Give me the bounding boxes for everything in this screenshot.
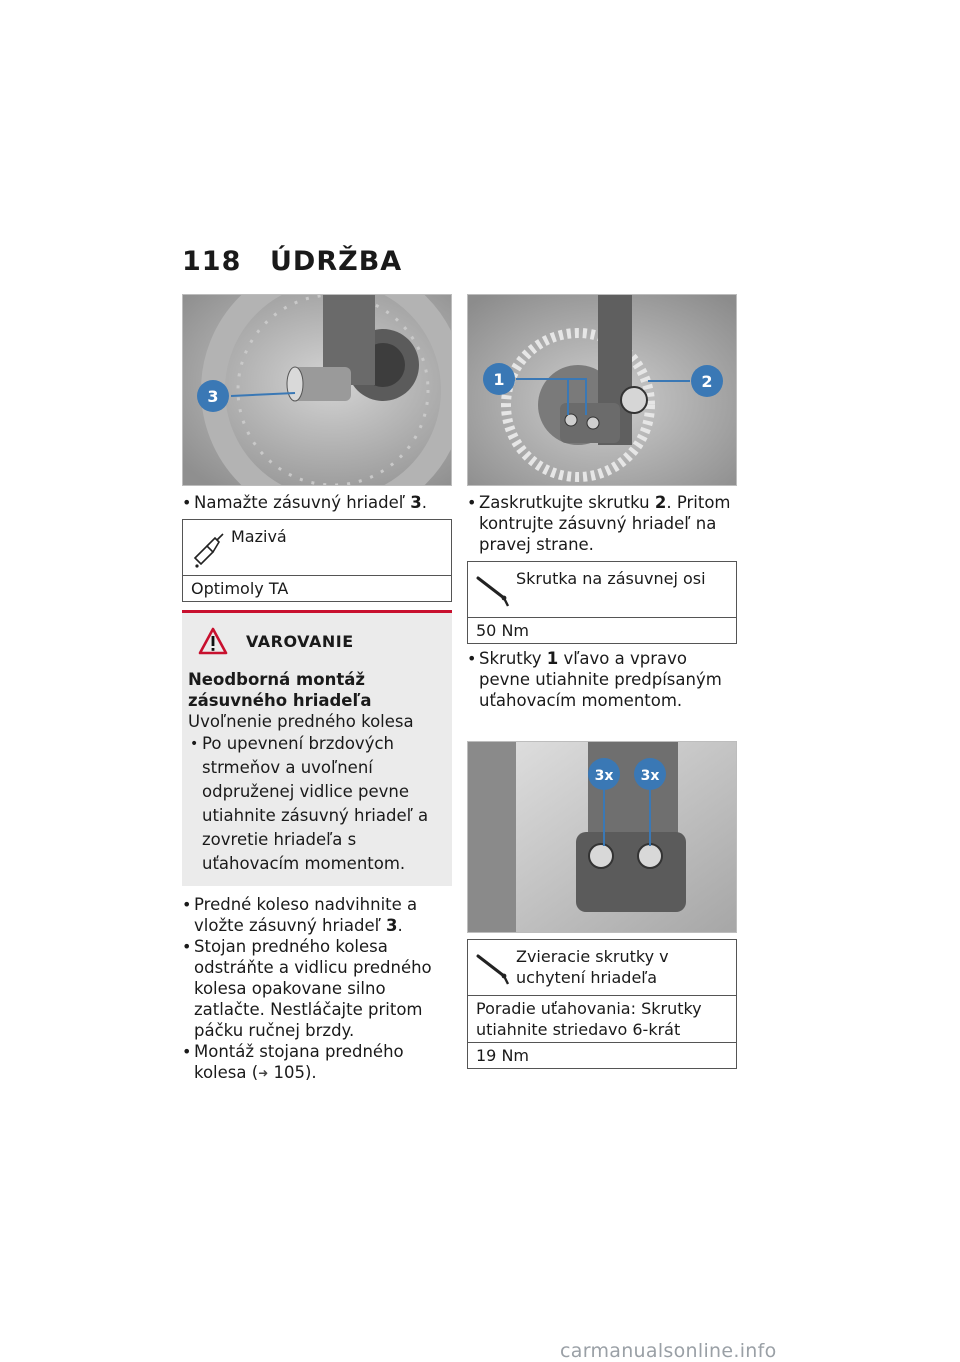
torque-value-clamp: 19 Nm <box>476 1046 529 1065</box>
step-lubricate: • Namažte zásuvný hriadeľ 3. <box>182 492 452 513</box>
torque-wrench-icon <box>474 948 512 988</box>
warning-instruction: • Po upevnení brzdových strmeňov a uvoľnení odpruženej vidlice pevne utiahnite zásuvný hriadeľ a zovretie hriadeľa s uťahovacím momentom. <box>188 732 444 876</box>
step-tighten-bolt: • Zaskrutkujte skrutku 2. Pritom kontrujte zásuvný hriadeľ na pravej strane. <box>467 492 737 555</box>
callout-3: 3 <box>207 387 219 406</box>
ref-page[interactable]: 105 <box>273 1063 305 1082</box>
callout-3x-left: 3x <box>594 768 614 784</box>
warning-title: VAROVANIE <box>246 631 354 651</box>
lubricant-icon <box>189 528 227 568</box>
page-header <box>182 246 402 280</box>
torque-value-axle: 50 Nm <box>476 621 529 640</box>
callout-3x-right: 3x <box>640 768 660 784</box>
page-number: 118 <box>182 246 242 277</box>
front-axle-illustration <box>183 295 452 486</box>
warning-cause: Uvoľnenie predného kolesa <box>188 712 414 731</box>
step-tighten-clamp-bolts: • Skrutky 1 vľavo a vpravo pevne utiahnite predpísaným uťahovacím momentom. <box>467 648 737 711</box>
torque-sequence: Poradie uťahovania: Skrutky utiahnite striedavo 6-krát <box>468 996 736 1043</box>
right-column <box>467 294 737 1069</box>
ref-2: 2 <box>654 493 667 512</box>
step-insert-axle: • Predné koleso nadvihnite a vložte zásuvný hriadeľ 3. <box>182 894 452 936</box>
ref-3: 3 <box>410 493 422 512</box>
watermark: carmanualsonline.info <box>560 1340 777 1362</box>
axle-bolt-photo <box>467 294 737 486</box>
callout-2: 2 <box>701 372 713 391</box>
torque-wrench-icon <box>474 570 512 610</box>
warning-triangle-icon <box>198 627 228 655</box>
clamp-bolts-photo <box>467 741 737 933</box>
lubricant-title: Mazivá <box>231 527 287 546</box>
ref-3-second: 3 <box>386 916 398 935</box>
ref-1: 1 <box>546 649 559 668</box>
left-column <box>182 294 452 1084</box>
torque-box-clamp <box>467 939 737 1069</box>
torque-title-axle: Skrutka na zásuvnej osi <box>516 569 706 588</box>
lubricant-value: Optimoly TA <box>191 579 289 598</box>
front-axle-photo <box>182 294 452 486</box>
step-remove-stand: • Stojan predného kolesa odstráňte a vidlicu predného kolesa opakovane silno zatlačte. Nestláčajte pritom páčku ručnej brzdy. <box>182 936 452 1041</box>
clamp-bolts-illustration <box>468 742 737 933</box>
arrow-ref-icon[interactable]: ➜ <box>258 1066 269 1080</box>
torque-title-clamp: Zvieracie skrutky v uchytení hriadeľa <box>516 947 669 987</box>
chapter-title: ÚDRŽBA <box>270 246 403 277</box>
warning-heading: Neodborná montáž zásuvného hriadeľa <box>188 670 372 710</box>
torque-box-axle <box>467 561 737 644</box>
callout-1: 1 <box>493 370 505 389</box>
step-stand-reference: • Montáž stojana predného kolesa (➜ 105). <box>182 1041 452 1084</box>
axle-bolt-illustration <box>468 295 737 486</box>
warning-panel <box>182 610 452 886</box>
lubricant-spec-box <box>182 519 452 602</box>
